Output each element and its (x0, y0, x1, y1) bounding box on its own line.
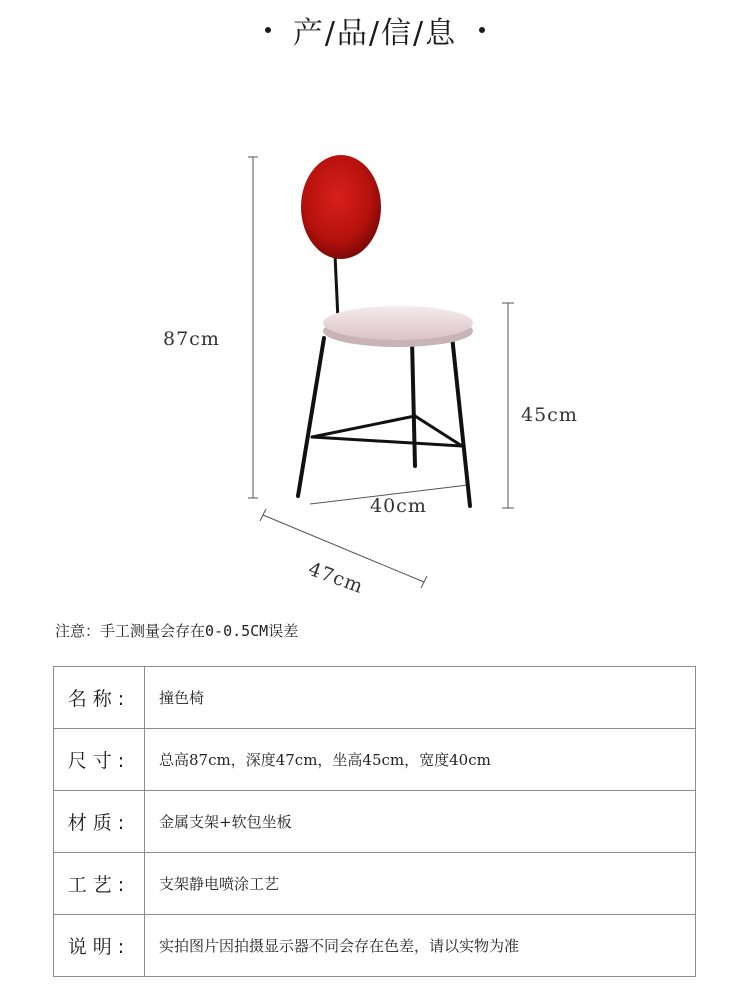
spec-row-material (54, 791, 696, 853)
spec-row-craft (54, 853, 696, 915)
spec-label: 名称: (54, 667, 145, 729)
spec-row-remark (54, 915, 696, 977)
spec-value: 撞色椅 (145, 667, 696, 729)
spec-label: 尺寸: (54, 729, 145, 791)
spec-value: 总高87cm，深度47cm，坐高45cm，宽度40cm (145, 729, 696, 791)
spec-row-name (54, 667, 696, 729)
chair-frame (298, 255, 470, 506)
seat-height-dimension-line (502, 303, 514, 508)
chair-backrest (301, 155, 381, 259)
chair-seat (323, 306, 473, 347)
height-dimension-line (248, 157, 258, 498)
height-label: 87cm (163, 328, 220, 350)
bullet-dot-right (479, 27, 485, 33)
seat-height-label: 45cm (521, 404, 578, 426)
spec-label: 材质: (54, 791, 145, 853)
spec-label: 说明: (54, 915, 145, 977)
page-title: 产/品/信/息 (292, 16, 458, 51)
spec-row-size (54, 729, 696, 791)
depth-label: 47cm (305, 558, 367, 599)
page-title-bar (0, 8, 750, 52)
spec-table (53, 666, 696, 977)
product-dimension-figure (0, 140, 750, 600)
width-label: 40cm (370, 495, 427, 517)
measurement-note: 注意：手工测量会存在0-0.5CM误差 (55, 622, 299, 640)
spec-value: 支架静电喷涂工艺 (145, 853, 696, 915)
bullet-dot-left (265, 27, 271, 33)
chair-illustration (0, 140, 750, 600)
spec-label: 工艺: (54, 853, 145, 915)
spec-value: 金属支架+软包坐板 (145, 791, 696, 853)
spec-value: 实拍图片因拍摄显示器不同会存在色差，请以实物为准 (145, 915, 696, 977)
